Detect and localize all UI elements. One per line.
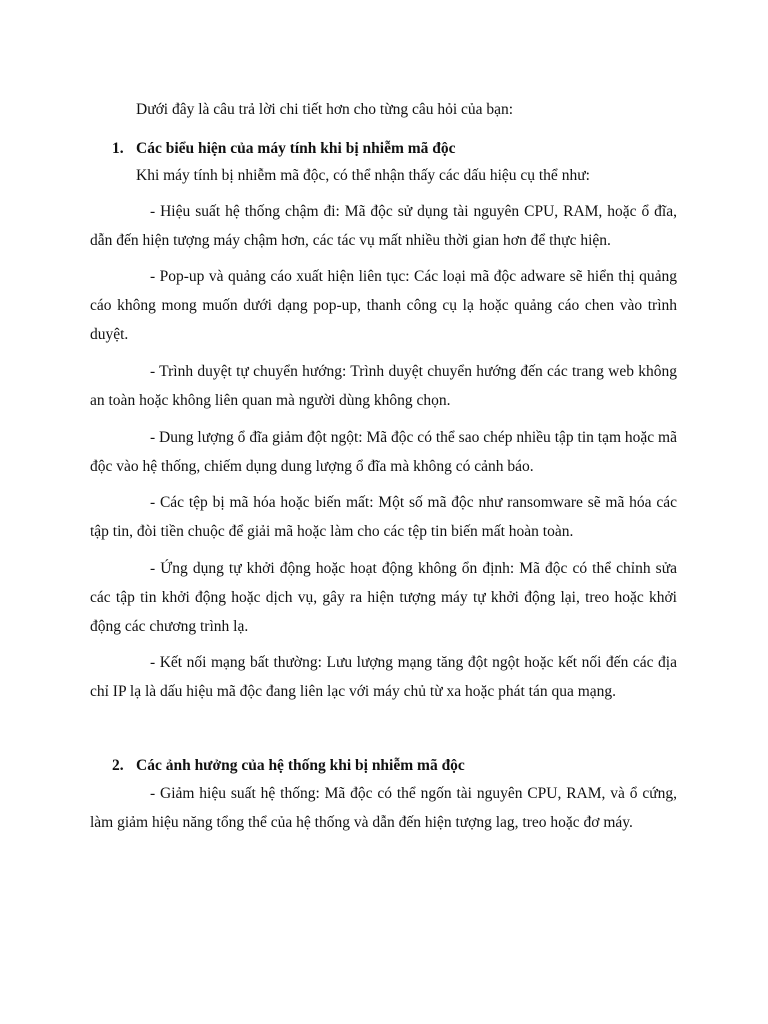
- section-1-item-4: - Dung lượng ổ đĩa giảm đột ngột: Mã độc có thể sao chép nhiều tập tin tạm hoặc mã độc vào hệ thống, chiếm dụng dung lượng ổ đĩa mà không có cảnh báo.: [90, 429, 677, 475]
- section-1-title: Các biểu hiện của máy tính khi bị nhiễm mã độc: [136, 140, 456, 157]
- section-1-number: 1.: [112, 140, 124, 157]
- intro-text: Dưới đây là câu trả lời chi tiết hơn cho từng câu hỏi của bạn:: [136, 101, 514, 118]
- section-1-lead: Khi máy tính bị nhiễm mã độc, có thể nhận thấy các dấu hiệu cụ thể như:: [136, 167, 590, 184]
- section-2-number: 2.: [112, 757, 124, 774]
- section-2-heading: [112, 756, 465, 776]
- section-2-title: Các ảnh hưởng của hệ thống khi bị nhiễm mã độc: [136, 757, 465, 774]
- section-1-item-6: - Ứng dụng tự khởi động hoặc hoạt động không ổn định: Mã độc có thể chỉnh sửa các tập tin khởi động hoặc dịch vụ, gây ra hiện tượng máy tự khởi động lại, treo hoặc khởi động các chương trình lạ.: [90, 560, 677, 635]
- section-1-item-1: - Hiệu suất hệ thống chậm đi: Mã độc sử dụng tài nguyên CPU, RAM, hoặc ổ đĩa, dẫn đến hiện tượng máy chậm hơn, các tác vụ mất nhiều thời gian hơn để thực hiện.: [90, 203, 677, 249]
- section-1-heading: [112, 139, 456, 159]
- section-1-item-5: - Các tệp bị mã hóa hoặc biến mất: Một số mã độc như ransomware sẽ mã hóa các tập tin, đòi tiền chuộc để giải mã hoặc làm cho các tệp tin biến mất hoàn toàn.: [90, 494, 677, 540]
- section-1-item-2: - Pop-up và quảng cáo xuất hiện liên tục: Các loại mã độc adware sẽ hiển thị quảng cáo không mong muốn dưới dạng pop-up, thanh công cụ lạ hoặc quảng cáo chen vào trình duyệt.: [90, 268, 677, 343]
- section-1-item-3: - Trình duyệt tự chuyển hướng: Trình duyệt chuyển hướng đến các trang web không an toàn hoặc không liên quan mà người dùng không chọn.: [90, 363, 677, 409]
- section-1-item-7: - Kết nối mạng bất thường: Lưu lượng mạng tăng đột ngột hoặc kết nối đến các địa chỉ IP lạ là dấu hiệu mã độc đang liên lạc với máy chủ từ xa hoặc phát tán qua mạng.: [90, 654, 677, 700]
- section-2-item-1: - Giảm hiệu suất hệ thống: Mã độc có thể ngốn tài nguyên CPU, RAM, và ổ cứng, làm giảm hiệu năng tổng thể của hệ thống và dẫn đến hiện tượng lag, treo hoặc đơ máy.: [90, 785, 677, 831]
